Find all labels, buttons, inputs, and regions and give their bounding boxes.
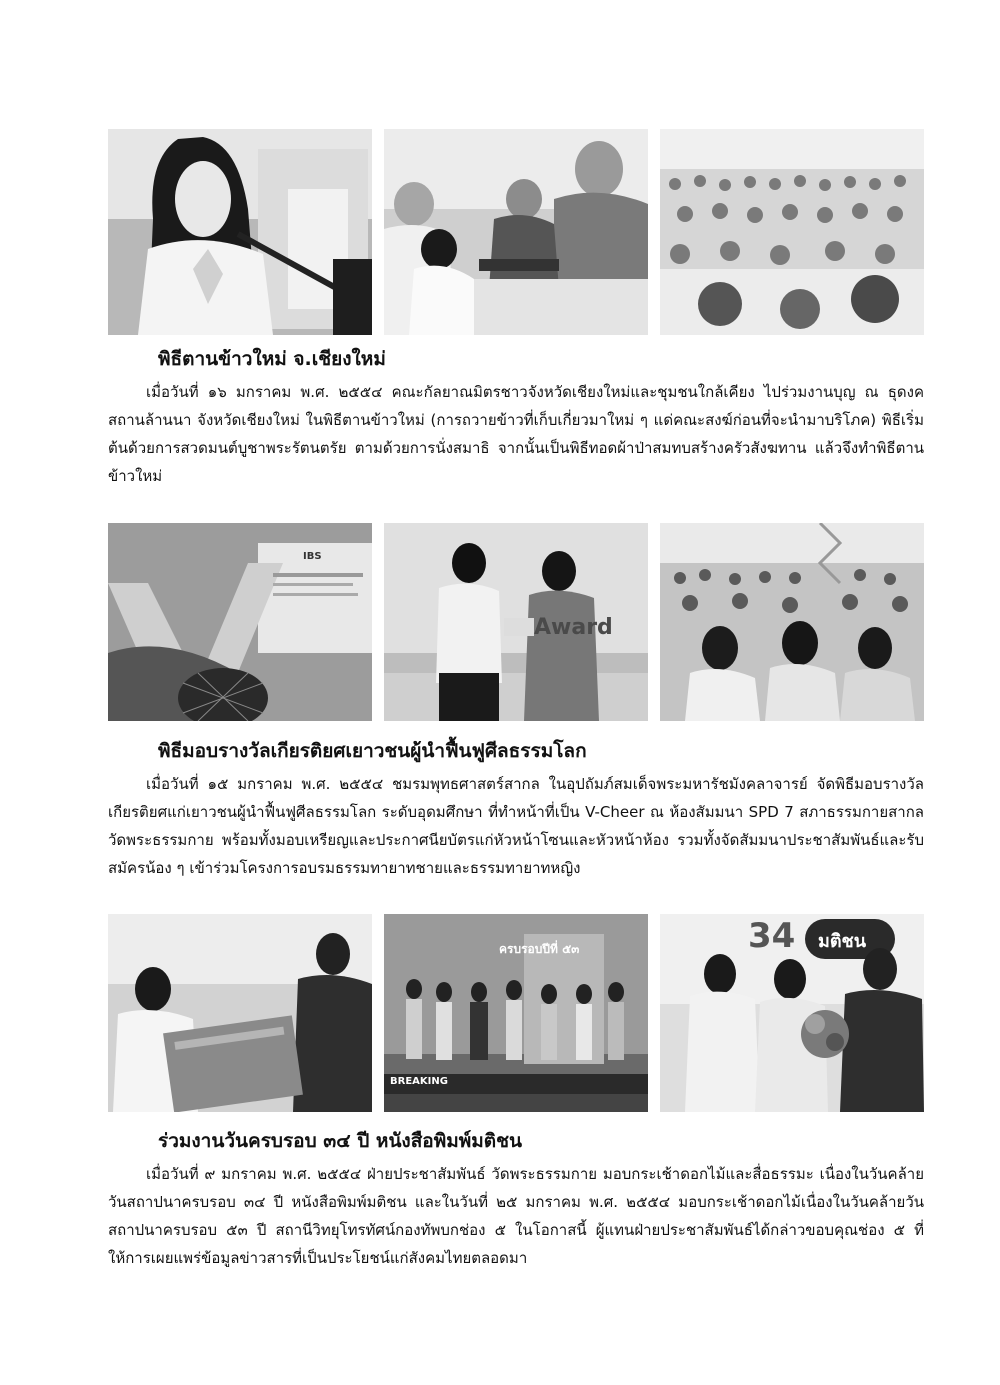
photo-34-text: 34	[748, 916, 796, 956]
photo-ibs-logo-text: IBS	[303, 551, 322, 562]
section-3-body: เมื่อวันที่ ๙ มกราคม พ.ศ. ๒๕๕๔ ฝ่ายประชาสัมพันธ์ วัดพระธรรมกาย มอบกระเช้าดอกไม้และสื่อธรรมะ เนื่องในวันคล้ายวันสถาปนาครบรอบ ๓๔ ปี หนังสือพิมพ์มติชน และในวันที่ ๒๕ มกราคม พ.ศ. ๒๕๕๔ มอบกระเช้าดอกไม้เนื่องในวันคล้ายวันสถาปนาครบรอบ ๕๓ ปี สถานีวิทยุโทรทัศน์กองทัพบกช่อง ๕ ในโอกาสนี้ ผู้แทนฝ่ายประชาสัมพันธ์ได้กล่าวขอบคุณช่อง ๕ ที่ให้การเผยแพร่ข้อมูลข่าวสารที่เป็นประโยชน์แก่สังคมไทยตลอดมา	[108, 1165, 924, 1267]
section-2-body: เมื่อวันที่ ๑๕ มกราคม พ.ศ. ๒๕๕๔ ชมรมพุทธศาสตร์สากล ในอุปถัมภ์สมเด็จพระมหารัชมังคลาจารย์ จัดพิธีมอบรางวัลเกียรติยศแก่เยาวชนผู้นำฟื้นฟูศีลธรรมโลก ระดับอุดมศึกษา ที่ทำหน้าที่เป็น V-Cheer ณ ห้องสัมมนา SPD 7 สภาธรรมกายสากล วัดพระธรรมกาย พร้อมทั้งมอบเหรียญและประกาศนียบัตรแก่หัวหน้าโซนและหัวหน้าห้อง รวมทั้งจัดสัมมนาประชาสัมพันธ์และรับสมัครน้อง ๆ เข้าร่วมโครงการอบรมธรรมทายาทชายและธรรมทายาทหญิง	[108, 775, 924, 877]
photo-anniversary-banner-text: ครบรอบปีที่ ๕๓	[499, 942, 580, 956]
photo-award-handover	[384, 523, 648, 721]
photo-students-applauding	[660, 523, 924, 721]
section-1-heading: พิธีตานข้าวใหม่ จ.เชียงใหม่	[158, 348, 386, 370]
photo-handover-to-student	[108, 914, 372, 1112]
photo-girl-microphone	[108, 129, 372, 335]
section-3	[108, 1128, 924, 1272]
photo-award-banner-text: Award	[534, 615, 613, 640]
photo-ch5-anniversary	[384, 914, 648, 1112]
photo-crowd-meditating	[660, 129, 924, 335]
photo-award-trophy	[108, 523, 372, 721]
section-3-heading: ร่วมงานวันครบรอบ ๓๔ ปี หนังสือพิมพ์มติชน	[158, 1130, 523, 1152]
photo-monks-offering	[384, 129, 648, 335]
section-1-body: เมื่อวันที่ ๑๖ มกราคม พ.ศ. ๒๕๕๔ คณะกัลยาณมิตรชาวจังหวัดเชียงใหม่และชุมชนใกล้เคียง ไปร่วมงานบุญ ณ ธุดงคสถานล้านนา จังหวัดเชียงใหม่ ในพิธีตานข้าวใหม่ (การถวายข้าวที่เก็บเกี่ยวมาใหม่ ๆ แด่คณะสงฆ์ก่อนที่จะนำมาบริโภค) พิธีเริ่มต้นด้วยการสวดมนต์บูชาพระรัตนตรัย ตามด้วยการนั่งสมาธิ จากนั้นเป็นพิธีทอดผ้าป่าสมทบสร้างครัวสังฆทาน แล้วจึงทำพิธีตานข้าวใหม่	[108, 383, 924, 485]
section-1	[108, 346, 924, 490]
photo-matichon-anniversary	[660, 914, 924, 1112]
photo-matichon-logo-text: มติชน	[818, 931, 867, 952]
photo-breaking-text: BREAKING	[390, 1076, 448, 1087]
photo-row-3	[108, 914, 924, 1112]
section-2	[108, 738, 924, 882]
section-2-heading: พิธีมอบรางวัลเกียรติยศเยาวชนผู้นำฟื้นฟูศีลธรรมโลก	[158, 740, 587, 762]
photo-row-1	[108, 129, 924, 335]
photo-row-2	[108, 523, 924, 721]
